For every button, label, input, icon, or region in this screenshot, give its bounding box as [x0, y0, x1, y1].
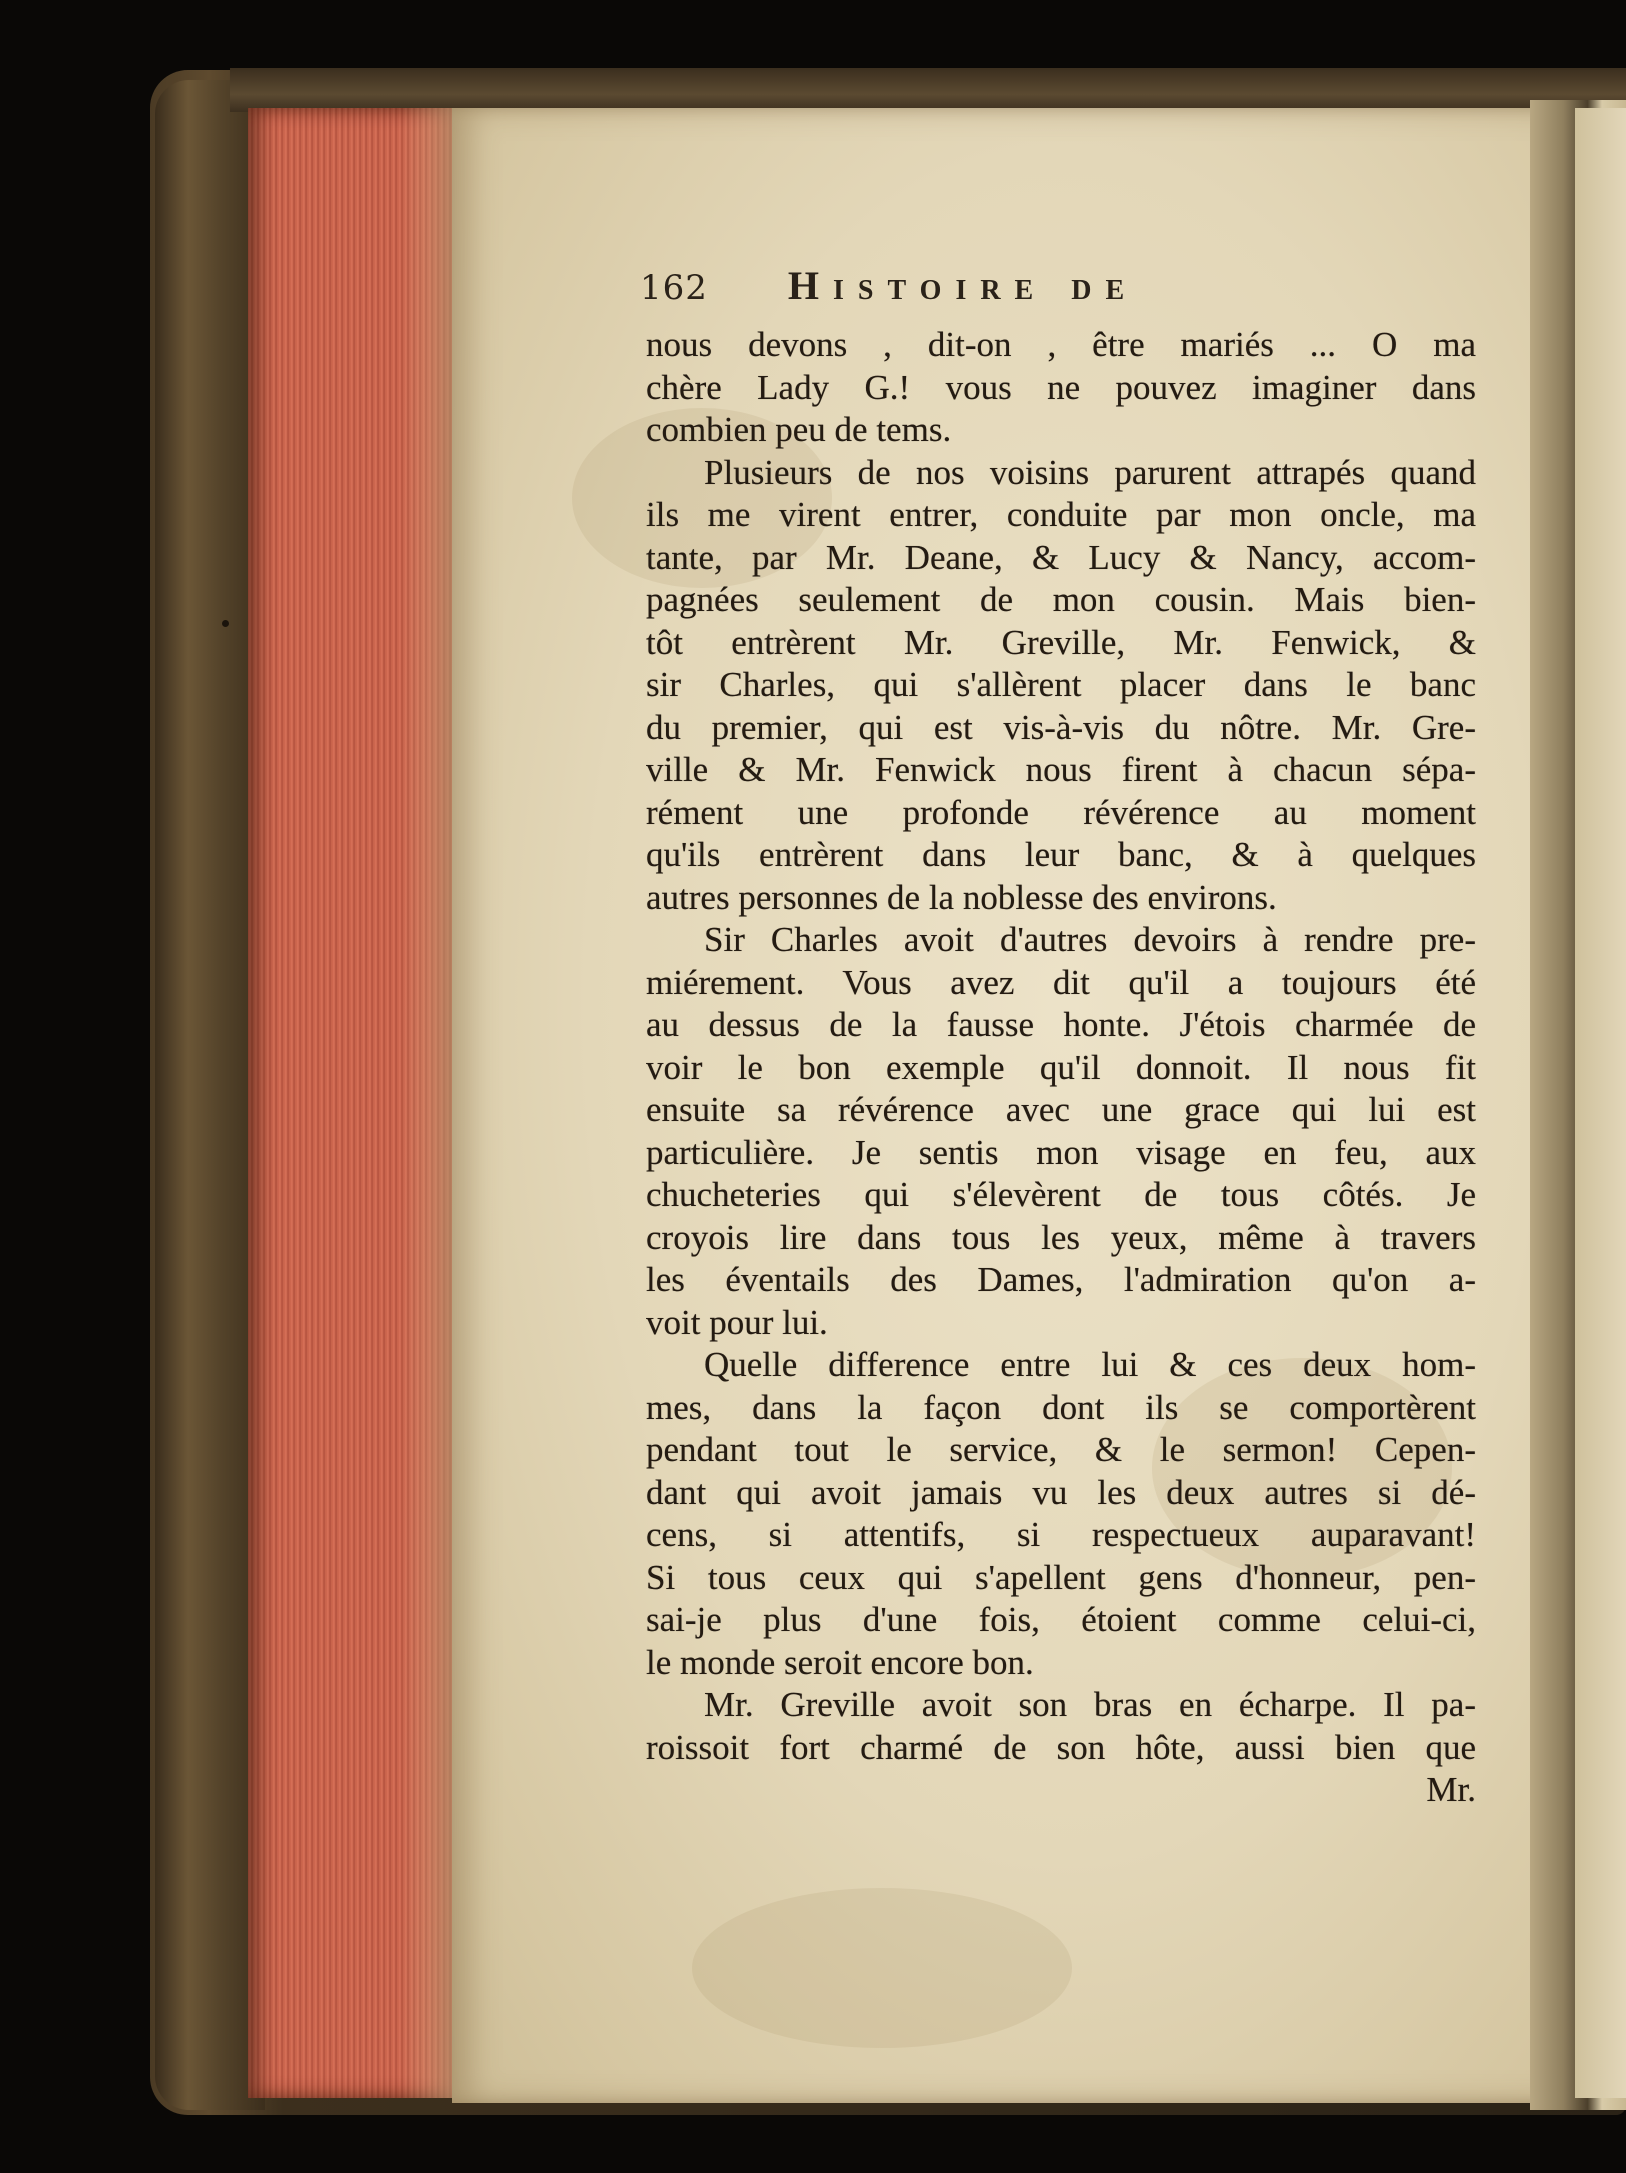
text-line: particulière. Je sentis mon visage en feu, aux: [646, 1132, 1476, 1172]
running-head: Histoire de: [787, 263, 1139, 308]
text-line: Quelle difference entre lui & ces deux hom-: [704, 1345, 1476, 1384]
text-line: Plusieurs de nos voisins parurent attrapés quand: [704, 452, 1476, 492]
text-line: pagnées seulement de mon cousin. Mais bien-: [646, 580, 1476, 619]
text-line: Si tous ceux qui s'apellent gens d'honneur, pen-: [646, 1557, 1476, 1597]
text-line: Mr. Greville avoit son bras en écharpe. Il pa-: [704, 1685, 1476, 1724]
text-line: voir le bon exemple qu'il donnoit. Il nous fit: [646, 1047, 1476, 1087]
text-line: ville & Mr. Fenwick nous firent à chacun sépa-: [646, 750, 1476, 789]
text-line: tante, par Mr. Deane, & Lucy & Nancy, accom-: [646, 537, 1476, 577]
book-top-board: [230, 68, 1626, 112]
text-line: combien peu de tems.: [646, 410, 952, 449]
text-line: les éventails des Dames, l'admiration qu'on a-: [646, 1260, 1476, 1299]
text-line: tôt entrèrent Mr. Greville, Mr. Fenwick, &: [646, 622, 1476, 662]
catchword: Mr.: [1426, 1770, 1476, 1809]
text-line: autres personnes de la noblesse des environs.: [646, 877, 1277, 917]
text-line: nous devons , dit-on , être mariés ... O ma: [646, 325, 1476, 364]
page-number: 162: [640, 268, 708, 308]
text-line: sir Charles, qui s'allèrent placer dans le banc: [646, 665, 1476, 704]
text-line: ils me virent entrer, conduite par mon oncle, ma: [646, 495, 1476, 534]
text-line: mes, dans la façon dont ils se comportèrent: [646, 1387, 1476, 1427]
page-edge-highlight: [400, 108, 460, 2098]
text-line: qu'ils entrèrent dans leur banc, & à quelques: [646, 835, 1476, 874]
spine-dot-mark: [222, 620, 229, 627]
text-line: sai-je plus d'une fois, étoient comme celui-ci,: [646, 1600, 1476, 1639]
text-line: cens, si attentifs, si respectueux auparavant!: [646, 1515, 1476, 1554]
facing-page-edge: [1575, 108, 1626, 2098]
text-line: voit pour lui.: [646, 1302, 828, 1342]
text-line: dant qui avoit jamais vu les deux autres si dé-: [646, 1472, 1476, 1512]
text-line: Sir Charles avoit d'autres devoirs à rendre pre-: [704, 920, 1476, 959]
text-line: croyois lire dans tous les yeux, même à travers: [646, 1217, 1476, 1257]
page-text: [646, 324, 1476, 1809]
text-line: roissoit fort charmé de son hôte, aussi bien que: [646, 1727, 1476, 1767]
paper-stain: [692, 1888, 1072, 2048]
text-line: le monde seroit encore bon.: [646, 1642, 1034, 1682]
text-line: ensuite sa révérence avec une grace qui lui est: [646, 1090, 1476, 1129]
page-header: [640, 262, 1330, 314]
text-line: au dessus de la fausse honte. J'étois charmée de: [646, 1005, 1476, 1044]
text-line: chère Lady G.! vous ne pouvez imaginer dans: [646, 367, 1476, 407]
text-line: pendant tout le service, & le sermon! Cepen-: [646, 1430, 1476, 1469]
text-line: rément une profonde révérence au moment: [646, 792, 1476, 832]
text-line: du premier, qui est vis-à-vis du nôtre. Mr. Gre-: [646, 707, 1476, 747]
text-line: miérement. Vous avez dit qu'il a toujours été: [646, 962, 1476, 1002]
text-line: chucheteries qui s'élevèrent de tous côtés. Je: [646, 1175, 1476, 1214]
